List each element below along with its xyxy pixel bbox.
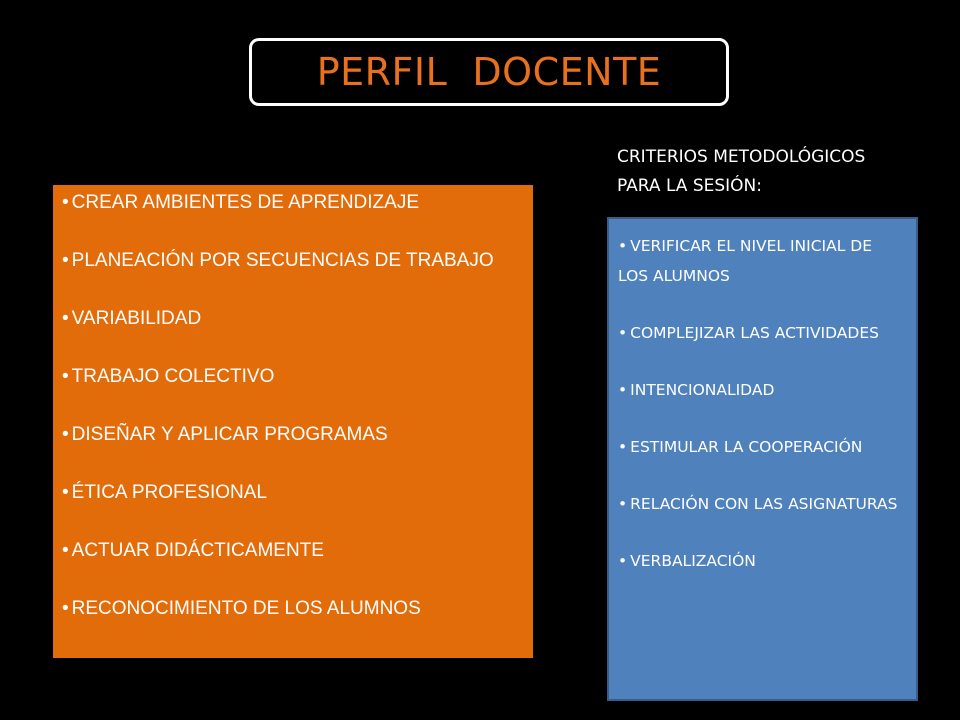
page-title: PERFIL DOCENTE [316,50,662,94]
bullet-icon: • [618,552,628,570]
bullet-icon: • [62,366,69,387]
profile-item-text: CREAR AMBIENTES DE APRENDIZAJE [71,192,420,213]
criteria-item-text: ESTIMULAR LA COOPERACIÓN [630,438,863,456]
criteria-box [607,217,918,701]
bullet-icon: • [62,250,69,271]
criteria-item [618,375,906,405]
profile-item-text: ACTUAR DIDÁCTICAMENTE [71,540,324,561]
profile-item-text: VARIABILIDAD [71,308,202,329]
bullet-icon: • [62,192,69,213]
bullet-icon: • [62,424,69,445]
criteria-item [618,546,906,576]
profile-item-text: DISEÑAR Y APLICAR PROGRAMAS [71,424,388,445]
profile-item [62,307,523,331]
criteria-item-text: RELACIÓN CON LAS ASIGNATURAS [630,495,898,513]
profile-item [62,423,523,447]
criteria-item [618,489,906,519]
bullet-icon: • [618,495,628,513]
criteria-item [618,432,906,462]
bullet-icon: • [618,438,628,456]
profile-item-text: ÉTICA PROFESIONAL [71,482,267,503]
profile-item [62,539,523,563]
criteria-item [618,231,906,291]
bullet-icon: • [618,324,628,342]
criteria-heading [617,143,917,201]
criteria-item-text: COMPLEJIZAR LAS ACTIVIDADES [630,324,879,342]
criteria-item-text: INTENCIONALIDAD [630,381,775,399]
criteria-item [618,318,906,348]
profile-item [62,481,523,505]
profile-item-text: TRABAJO COLECTIVO [71,366,275,387]
bullet-icon: • [62,540,69,561]
criteria-heading-line-2: PARA LA SESIÓN: [617,176,763,196]
profile-box [53,185,533,658]
profile-item [62,365,523,389]
bullet-icon: • [62,598,69,619]
title-box [249,38,729,106]
criteria-item-text: VERIFICAR EL NIVEL INICIAL DE LOS ALUMNOS [618,237,873,285]
profile-item [62,249,523,273]
bullet-icon: • [62,482,69,503]
profile-item [62,597,523,621]
criteria-heading-line-1: CRITERIOS METODOLÓGICOS [617,147,866,167]
bullet-icon: • [62,308,69,329]
criteria-item-text: VERBALIZACIÓN [630,552,756,570]
profile-item [62,191,523,215]
profile-item-text: PLANEACIÓN POR SECUENCIAS DE TRABAJO [71,250,494,271]
bullet-icon: • [618,237,628,255]
profile-item-text: RECONOCIMIENTO DE LOS ALUMNOS [71,598,421,619]
criteria-list [609,219,916,576]
profile-list [53,185,533,621]
bullet-icon: • [618,381,628,399]
